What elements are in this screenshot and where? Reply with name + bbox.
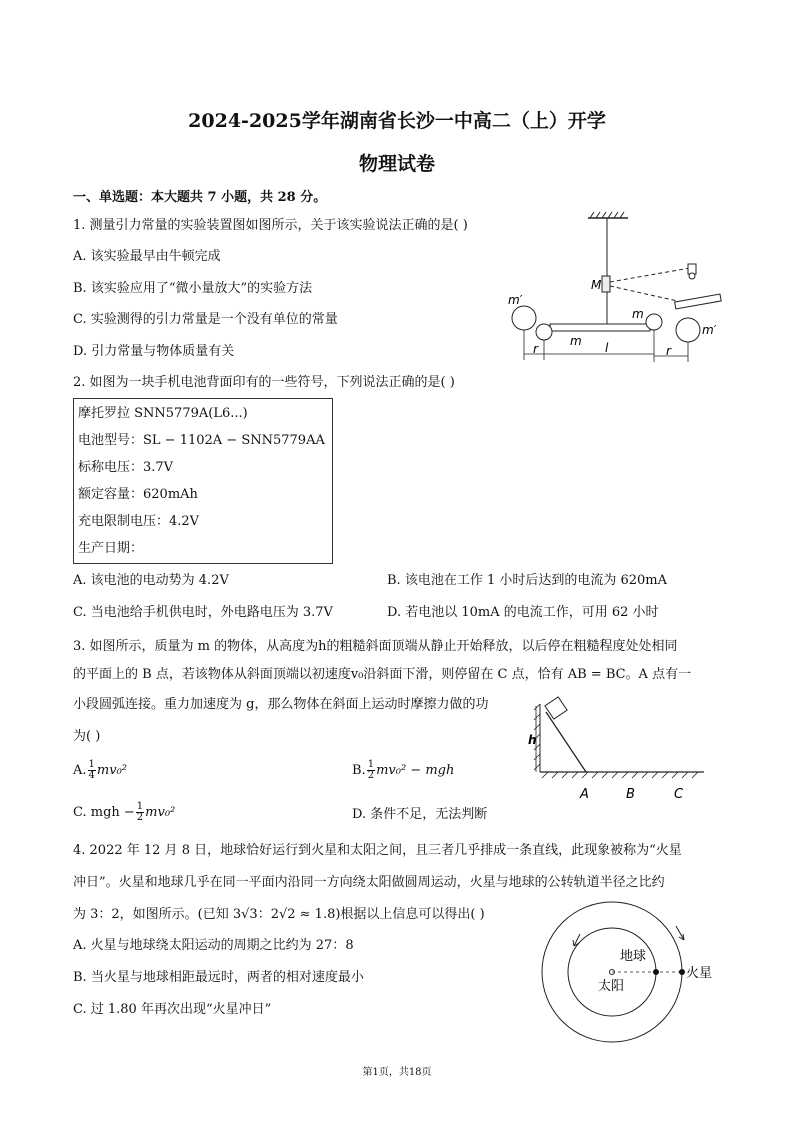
q1-label-r-right: r xyxy=(666,344,671,358)
q3-stem-line1: 3. 如图所示，质量为 m 的物体，从高度为h的粗糙斜面顶端从静止开始释放，以后停在粗糙程度处处相同 xyxy=(73,639,678,654)
q4-orbit-figure xyxy=(540,900,720,1050)
q2-option-c: C. 当电池给手机供电时，外电路电压为 3.7V xyxy=(73,605,333,620)
q1-option-a: A. 该实验最早由牛顿完成 xyxy=(73,249,221,264)
q4-option-c: C. 过 1.80 年再次出现“火星冲日” xyxy=(73,1002,272,1017)
q2-option-d: D. 若电池以 10mA 的电流工作，可用 62 小时 xyxy=(387,605,659,620)
battery-line-brand: 摩托罗拉 SNN5779A(L6...) xyxy=(78,406,248,421)
q3-option-b: B. $\frac{1}{2}$ mv₀² − mgh xyxy=(352,759,455,781)
q4-option-b: B. 当火星与地球相距最远时，两者的相对速度最小 xyxy=(73,970,364,985)
q4-stem-line3: 为 3：2，如图所示。(已知 3√3：2√2 ≈ 1.8)根据以上信息可以得出( ) xyxy=(73,907,485,922)
q1-label-r-left: r xyxy=(533,342,538,356)
q1-label-m-top: m xyxy=(632,307,644,321)
q3-option-c: C. mgh − $\frac{1}{2}$ mv₀² xyxy=(73,801,176,823)
q1-option-c: C. 实验测得的引力常量是一个没有单位的常量 xyxy=(73,312,338,327)
q3-label-h: h xyxy=(528,733,537,747)
q3-option-d: D. 条件不足，无法判断 xyxy=(352,807,488,822)
q1-stem: 1. 测量引力常量的实验装置图如图所示，关于该实验说法正确的是( ) xyxy=(73,218,468,233)
q1-label-l: l xyxy=(605,341,609,355)
q2-option-a: A. 该电池的电动势为 4.2V xyxy=(73,573,229,588)
q3-incline-figure xyxy=(528,694,708,804)
q2-stem: 2. 如图为一块手机电池背面印有的一些符号，下列说法正确的是( ) xyxy=(73,375,455,390)
q1-label-m-bottom: m xyxy=(570,334,582,348)
q3-label-B: B xyxy=(626,787,635,802)
q1-label-M: M xyxy=(591,278,602,292)
section-heading: 一、单选题：本大题共 7 小题，共 28 分。 xyxy=(73,190,327,205)
q3-label-A: A xyxy=(580,787,589,802)
exam-title-line1: 2024-2025学年湖南省长沙一中高二（上）开学 xyxy=(188,110,606,132)
exam-title-line2: 物理试卷 xyxy=(358,153,435,175)
battery-label-box xyxy=(73,398,333,564)
q3-stem-line3: 小段圆弧连接。重力加速度为 g，那么物体在斜面上运动时摩擦力做的功 xyxy=(73,697,489,712)
battery-line-model: 电池型号：SL − 1102A − SNN5779AA xyxy=(78,433,325,448)
q4-label-earth: 地球 xyxy=(620,949,647,964)
q2-option-b: B. 该电池在工作 1 小时后达到的电流为 620mA xyxy=(387,573,668,588)
battery-line-capacity: 额定容量：620mAh xyxy=(78,487,198,502)
q1-label-mprime-left: m′ xyxy=(508,293,523,307)
q1-torsion-balance-figure xyxy=(500,210,730,370)
q4-option-a: A. 火星与地球绕太阳运动的周期之比约为 27：8 xyxy=(73,938,354,953)
battery-line-voltage: 标称电压：3.7V xyxy=(78,460,174,475)
q4-label-sun: 太阳 xyxy=(598,979,625,994)
q4-stem-line1: 4. 2022 年 12 月 8 日，地球恰好运行到火星和太阳之间，且三者几乎排成一条直线，此现象被称为“火星 xyxy=(73,843,682,858)
q3-stem-line4: 为( ) xyxy=(73,729,101,744)
q4-label-mars: 火星 xyxy=(686,966,713,981)
q1-option-d: D. 引力常量与物体质量有关 xyxy=(73,344,235,359)
q1-label-mprime-right: m′ xyxy=(702,323,717,337)
q3-option-a: A. $\frac{1}{4}$ mv₀² xyxy=(73,759,128,781)
q3-stem-line2: 的平面上的 B 点，若该物体从斜面顶端以初速度v₀沿斜面下滑，则停留在 C 点，恰有 AB = BC。A 点有一 xyxy=(73,667,692,682)
battery-line-charge-limit: 充电限制电压：4.2V xyxy=(78,514,200,529)
q3-label-C: C xyxy=(674,787,684,802)
battery-line-date: 生产日期： xyxy=(78,541,144,556)
q4-stem-line2: 冲日”。火星和地球几乎在同一平面内沿同一方向绕太阳做圆周运动，火星与地球的公转轨道半径之比约 xyxy=(73,875,665,890)
q1-option-b: B. 该实验应用了“微小量放大”的实验方法 xyxy=(73,281,313,296)
page-footer: 第1页，共18页 xyxy=(362,1067,432,1078)
